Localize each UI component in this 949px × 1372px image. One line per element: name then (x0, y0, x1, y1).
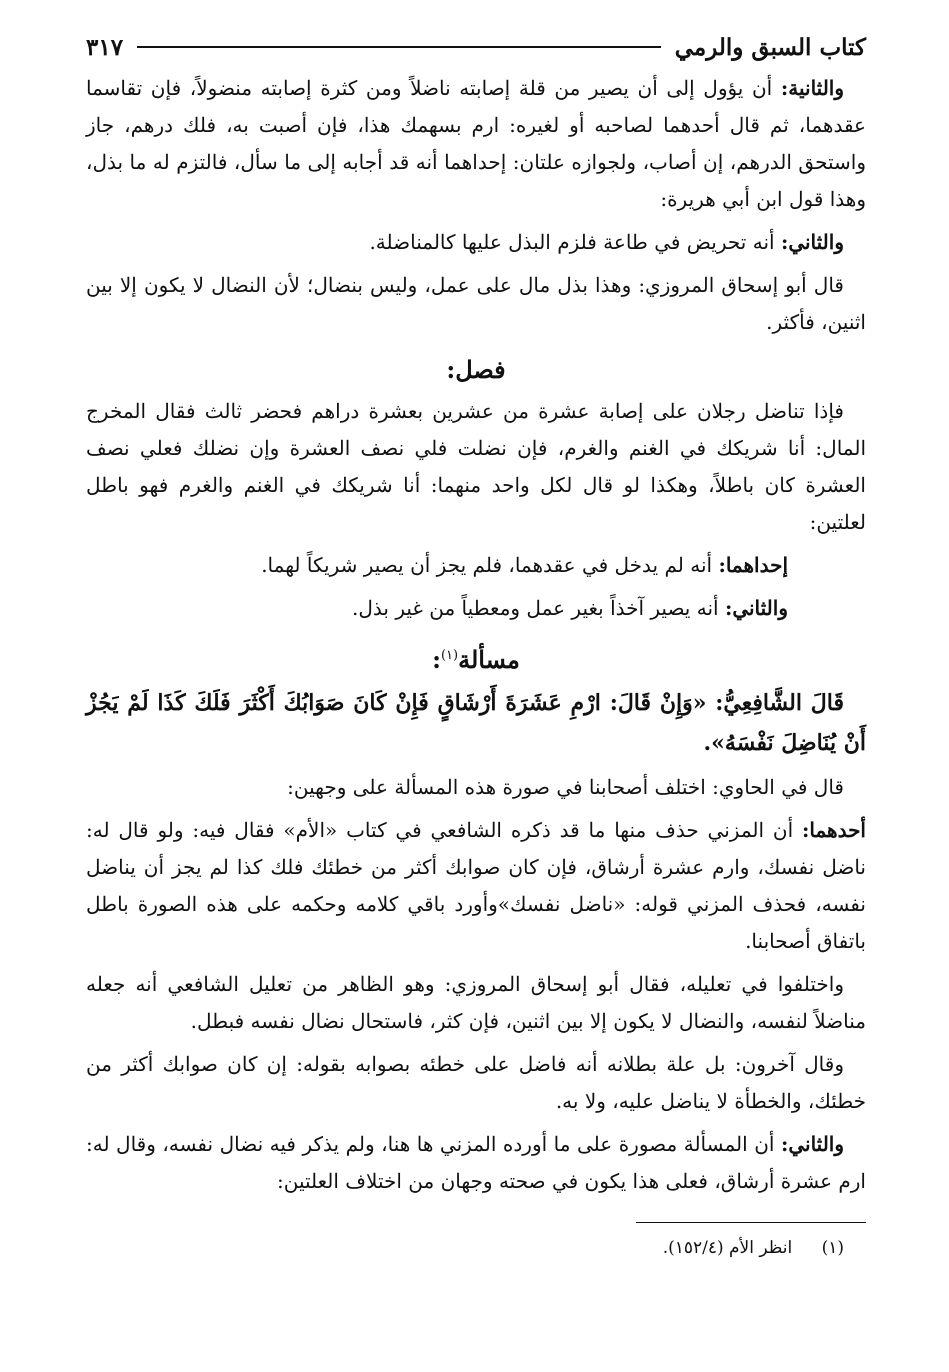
footnote-reference[interactable]: (١) (440, 648, 459, 663)
paragraph-text: أن المزني حذف منها ما قد ذكره الشافعي في كتاب «الأم» فقال فيه: ولو قال له: ناضل نفسك، وارم عشرة أرشاق، فإن كان صوابك أكثر من خطئك فلك كذا لم يجز أن يناضل نفسه، فحذف المزني قوله: «ناضل نفسك»وأورد باقي كلامه وحكمه على هذه الصورة باطل باتفاق أصحابنا. (86, 818, 866, 953)
paragraph (86, 590, 866, 627)
paragraph-text: قال في الحاوي: اختلف أصحابنا في صورة هذه المسألة على وجهين: (287, 775, 844, 799)
paragraph-text: واختلفوا في تعليله، فقال أبو إسحاق المروزي: وهو الظاهر من تعليل الشافعي أنه جعله مناضلاً لنفسه، والنضال لا يكون إلا بين اثنين، فإن كثر، فاستحال نضال نفسه فبطل. (86, 972, 866, 1033)
header-rule (137, 46, 661, 48)
paragraph-lead: والثاني: (724, 596, 788, 620)
heading-text: مسألة (458, 645, 520, 674)
footnote-text: انظر الأم (١٥٢/٤). (662, 1238, 793, 1258)
paragraph (86, 267, 866, 341)
page-header (86, 30, 866, 64)
running-title: كتاب السبق والرمي (674, 33, 866, 61)
paragraph-lead: أحدهما: (801, 818, 866, 842)
heading-text: فصل: (446, 355, 506, 384)
paragraph-text: أنه لم يدخل في عقدهما، فلم يجز أن يصير شريكاً لهما. (261, 553, 713, 577)
paragraph-text: أن المسألة مصورة على ما أورده المزني ها هنا، ولم يذكر فيه نضال نفسه، وقال له: ارم عشرة أرشاق، فعلى هذا يكون في صحته وجهان من اختلاف العلتين: (86, 1132, 866, 1193)
paragraph (86, 1126, 866, 1200)
footnote (86, 1231, 866, 1265)
paragraph-lead: والثاني: (780, 1132, 845, 1156)
page-number: ٣١٧ (86, 33, 124, 61)
paragraph-lead: والثاني: (780, 230, 844, 254)
paragraph-text: أنه يصير آخذاً بغير عمل ومعطياً من غير بذل. (352, 596, 719, 620)
paragraph-text: أن يؤول إلى أن يصير من قلة إصابته ناضلاً ومن كثرة إصابته منضولاً، فإن تقاسما عقدهما، ثم قال أحدهما لصاحبه أو لغيره: ارم بسهمك هذا، فإن أصبت به، فلك درهم، جاز واستحق الدرهم، إن أصاب، ولجوازه علتان: إحداهما أنه قد أجابه إلى ما سأل، فالتزم له ما بذل، وهذا قول ابن أبي هريرة: (86, 76, 866, 211)
quote-text: قَالَ الشَّافِعِيُّ: «وَإِنْ قَالَ: ارْمِ عَشَرَةَ أَرْشَاقٍ فَإِنْ كَانَ صَوَابُكَ أَكْثَرَ فَلَكَ كَذَا لَمْ يَجُزْ أَنْ يُنَاضِلَ نَفْسَهُ». (86, 690, 866, 756)
paragraph (86, 1046, 866, 1120)
footnote-mark: (١) (821, 1238, 844, 1258)
paragraph-text: أنه تحريض في طاعة فلزم البذل عليها كالمناضلة. (369, 230, 775, 254)
paragraph-text: وقال آخرون: بل علة بطلانه أنه فاضل على خطئه بصوابه بقوله: إن كان صوابك أكثر من خطئك، والخطأة لا يناضل عليه، ولا به. (86, 1052, 866, 1113)
paragraph-lead: إحداهما: (718, 553, 788, 577)
section-heading (86, 637, 866, 679)
paragraph (86, 70, 866, 218)
paragraph (86, 547, 866, 584)
paragraph (86, 769, 866, 806)
section-heading (86, 351, 866, 389)
paragraph-lead: والثانية: (780, 76, 845, 100)
quoted-text (86, 683, 866, 763)
paragraph (86, 224, 866, 261)
heading-suffix: : (432, 645, 441, 674)
paragraph-text: فإذا تناضل رجلان على إصابة عشرة من عشرين بعشرة دراهم فحضر ثالث فقال المخرج المال: أنا شريكك في الغنم والغرم، فإن نضلت فلي نصف العشرة وإن نضلك فعلي نصف العشرة كان باطلاً، وهكذا لو قال لكل واحد منهما: أنا شريكك في الغنم والغرم فهو باطل لعلتين: (86, 399, 866, 534)
paragraph-text: قال أبو إسحاق المروزي: وهذا بذل مال على عمل، وليس بنضال؛ لأن النضال لا يكون إلا بين اثنين، فأكثر. (86, 273, 866, 334)
document-page (86, 30, 866, 1265)
paragraph (86, 393, 866, 541)
paragraph (86, 966, 866, 1040)
footnote-separator (636, 1222, 866, 1223)
paragraph (86, 812, 866, 960)
